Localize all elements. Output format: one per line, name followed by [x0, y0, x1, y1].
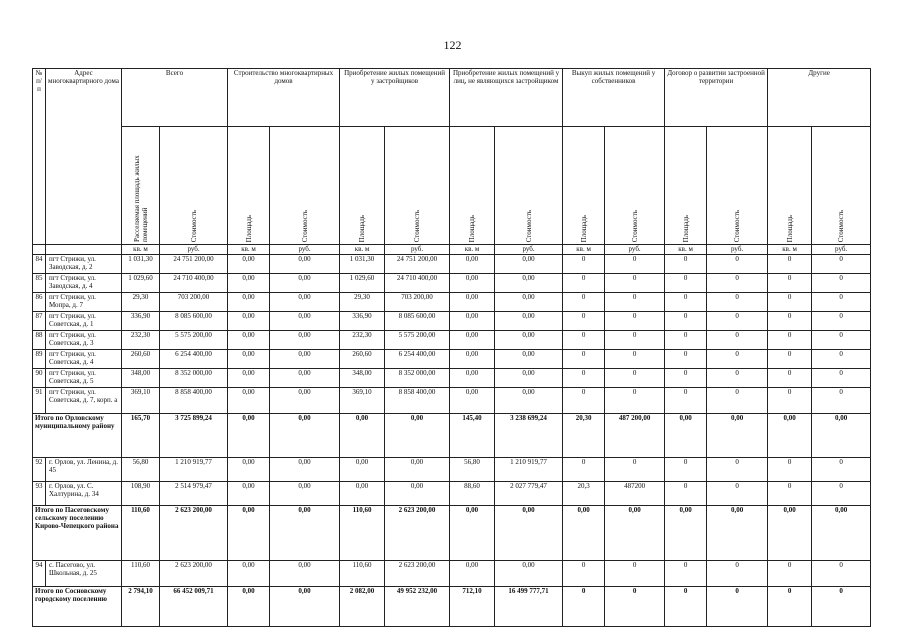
cell-cost: 0	[707, 388, 768, 414]
cell-cost: 0	[707, 561, 768, 587]
cell-area: 0	[665, 587, 707, 627]
table-row	[33, 331, 871, 350]
subheader-area: Площадь	[340, 127, 385, 245]
cell-cost: 2 623 200,00	[385, 561, 450, 587]
unit-rub: руб.	[495, 245, 563, 255]
cell-area: 0	[665, 312, 707, 331]
cell-cost: 0,00	[270, 350, 340, 369]
cell-cost: 0	[812, 587, 871, 627]
subheader-area: Площадь	[450, 127, 495, 245]
cell-area: 0,00	[228, 312, 270, 331]
cell-cost: 0	[707, 587, 768, 627]
header-group: Приобретение жилых помещений у застройщиков	[340, 69, 450, 127]
cell-cost: 0	[812, 350, 871, 369]
cell-cost: 0,00	[270, 506, 340, 561]
cell-area: 0	[665, 369, 707, 388]
unit-area: кв. м	[228, 245, 270, 255]
cell-area: 0	[665, 561, 707, 587]
row-address: пгт Стрижи, ул. Мопра, д. 7	[46, 293, 122, 312]
row-address: г. Орлов, ул. Ленина, д. 45	[46, 458, 122, 482]
cell-area: 369,10	[340, 388, 385, 414]
cell-area: 0	[665, 482, 707, 506]
cell-area: 232,30	[340, 331, 385, 350]
subheader-cost: Стоимость	[270, 127, 340, 245]
cell-area: 0,00	[665, 414, 707, 458]
total-title: Итого по Орловскому муниципальному району	[33, 414, 122, 458]
cell-area: 1 031,30	[340, 255, 385, 274]
unit-rub: руб.	[707, 245, 768, 255]
cell-area: 0	[563, 388, 605, 414]
cell-cost: 24 751 200,00	[385, 255, 450, 274]
header-group: Выкуп жилых помещений у собственников	[563, 69, 665, 127]
cell-area: 0	[768, 561, 812, 587]
cell-area: 336,90	[122, 312, 160, 331]
cell-area: 0,00	[450, 369, 495, 388]
cell-area: 0	[768, 331, 812, 350]
table-row	[33, 388, 871, 414]
cell-area: 0	[665, 350, 707, 369]
cell-cost: 1 210 919,77	[160, 458, 228, 482]
cell-cost: 3 725 899,24	[160, 414, 228, 458]
row-address: пгт Стрижи, ул. Советская, д. 4	[46, 350, 122, 369]
cell-area: 1 029,60	[340, 274, 385, 293]
cell-area: 260,60	[122, 350, 160, 369]
cell-area: 0	[768, 587, 812, 627]
subheader-area: Расселяемая площадь жилых помещений	[122, 127, 160, 245]
cell-cost: 2 623 200,00	[160, 561, 228, 587]
cell-area: 1 031,30	[122, 255, 160, 274]
cell-cost: 0	[812, 482, 871, 506]
total-title: Итого по Сосновскому городскому поселению	[33, 587, 122, 627]
subheader-area: Площадь	[563, 127, 605, 245]
subheader-cost: Стоимость	[385, 127, 450, 245]
cell-area: 0	[563, 561, 605, 587]
cell-cost: 1 210 919,77	[495, 458, 563, 482]
cell-cost: 703 200,00	[385, 293, 450, 312]
cell-cost: 0,00	[270, 293, 340, 312]
cell-area: 110,60	[340, 506, 385, 561]
cell-cost: 0,00	[270, 331, 340, 350]
total-row	[33, 414, 871, 458]
cell-area: 0,00	[340, 482, 385, 506]
cell-area: 0,00	[228, 482, 270, 506]
table-row	[33, 561, 871, 587]
cell-area: 0	[563, 293, 605, 312]
cell-cost: 2 027 779,47	[495, 482, 563, 506]
cell-area: 88,60	[450, 482, 495, 506]
cell-area: 336,90	[340, 312, 385, 331]
row-number: 90	[33, 369, 46, 388]
header-address: Адрес многоквартирного дома	[46, 69, 122, 245]
cell-area: 0,00	[450, 506, 495, 561]
cell-cost: 0,00	[495, 350, 563, 369]
cell-area: 0	[563, 255, 605, 274]
cell-area: 0	[665, 274, 707, 293]
cell-area: 29,30	[340, 293, 385, 312]
cell-area: 0,00	[563, 506, 605, 561]
subheader-cost: Стоимость	[812, 127, 871, 245]
cell-area: 0,00	[450, 350, 495, 369]
row-address: с. Пасегово, ул. Школьная, д. 25	[46, 561, 122, 587]
cell-cost: 0	[605, 312, 665, 331]
cell-cost: 8 352 000,00	[385, 369, 450, 388]
cell-cost: 2 623 200,00	[160, 506, 228, 561]
cell-cost: 0	[605, 331, 665, 350]
row-number: 84	[33, 255, 46, 274]
row-number: 86	[33, 293, 46, 312]
cell-area: 165,70	[122, 414, 160, 458]
cell-area: 0,00	[228, 458, 270, 482]
cell-cost: 24 710 400,00	[385, 274, 450, 293]
table-body	[33, 255, 871, 627]
cell-cost: 5 575 200,00	[160, 331, 228, 350]
table-row	[33, 482, 871, 506]
cell-cost: 0,00	[707, 506, 768, 561]
cell-cost: 0,00	[270, 414, 340, 458]
cell-area: 0,00	[768, 414, 812, 458]
cell-area: 0	[768, 312, 812, 331]
cell-cost: 0	[605, 293, 665, 312]
cell-area: 0,00	[228, 369, 270, 388]
cell-area: 0	[665, 458, 707, 482]
cell-area: 0	[563, 312, 605, 331]
row-number: 87	[33, 312, 46, 331]
cell-area: 0,00	[340, 414, 385, 458]
cell-cost: 8 858 400,00	[385, 388, 450, 414]
row-number: 92	[33, 458, 46, 482]
cell-area: 110,60	[122, 561, 160, 587]
cell-cost: 0	[707, 369, 768, 388]
cell-area: 0	[563, 587, 605, 627]
cell-area: 0	[563, 350, 605, 369]
cell-area: 0,00	[228, 414, 270, 458]
cell-cost: 0	[812, 293, 871, 312]
table-row	[33, 458, 871, 482]
cell-cost: 0,00	[812, 414, 871, 458]
cell-cost: 0	[605, 255, 665, 274]
cell-cost: 0	[605, 458, 665, 482]
row-number: 89	[33, 350, 46, 369]
cell-area: 2 794,10	[122, 587, 160, 627]
unit-rub: руб.	[812, 245, 871, 255]
page-number: 122	[443, 38, 462, 52]
cell-cost: 0,00	[385, 482, 450, 506]
unit-area: кв. м	[340, 245, 385, 255]
unit-area: кв. м	[450, 245, 495, 255]
table-row	[33, 255, 871, 274]
cell-area: 0,00	[665, 506, 707, 561]
cell-area: 0,00	[768, 506, 812, 561]
cell-area: 0,00	[228, 587, 270, 627]
cell-cost: 0,00	[495, 369, 563, 388]
table-row	[33, 293, 871, 312]
cell-cost: 0	[605, 587, 665, 627]
cell-cost: 0	[812, 458, 871, 482]
cell-area: 0,00	[228, 331, 270, 350]
cell-area: 0,00	[450, 388, 495, 414]
cell-area: 348,00	[122, 369, 160, 388]
cell-cost: 8 858 400,00	[160, 388, 228, 414]
cell-cost: 0	[812, 388, 871, 414]
header-group: Договор о развитии застроенной территории	[665, 69, 768, 127]
cell-area: 0	[768, 350, 812, 369]
cell-area: 0	[768, 255, 812, 274]
cell-cost: 0	[707, 255, 768, 274]
cell-cost: 49 952 232,00	[385, 587, 450, 627]
header-group: Приобретение жилых помещений у лиц, не являющихся застройщиком	[450, 69, 563, 127]
cell-cost: 0	[812, 255, 871, 274]
subheader-cost: Стоимость	[160, 127, 228, 245]
table-row	[33, 312, 871, 331]
cell-cost: 0,00	[270, 274, 340, 293]
cell-cost: 24 710 400,00	[160, 274, 228, 293]
cell-cost: 8 352 000,00	[160, 369, 228, 388]
cell-cost: 5 575 200,00	[385, 331, 450, 350]
cell-cost: 0	[707, 458, 768, 482]
cell-area: 0	[768, 369, 812, 388]
table-row	[33, 350, 871, 369]
row-number: 85	[33, 274, 46, 293]
cell-cost: 0,00	[707, 414, 768, 458]
cell-area: 0	[665, 388, 707, 414]
cell-cost: 0,00	[270, 369, 340, 388]
row-address: г. Орлов, ул. С. Халтурина, д. 34	[46, 482, 122, 506]
cell-area: 0	[563, 274, 605, 293]
cell-area: 0,00	[228, 350, 270, 369]
cell-area: 0,00	[340, 458, 385, 482]
row-number: 94	[33, 561, 46, 587]
cell-area: 0,00	[228, 255, 270, 274]
cell-cost: 0,00	[385, 414, 450, 458]
cell-cost: 8 085 600,00	[160, 312, 228, 331]
cell-area: 0	[563, 458, 605, 482]
cell-cost: 0,00	[605, 506, 665, 561]
row-address: пгт Стрижи, ул. Советская, д. 5	[46, 369, 122, 388]
cell-area: 712,10	[450, 587, 495, 627]
cell-cost: 703 200,00	[160, 293, 228, 312]
header-group: Всего	[122, 69, 228, 127]
cell-area: 110,60	[122, 506, 160, 561]
cell-area: 0,00	[450, 255, 495, 274]
header-group: Строительство многоквартирных домов	[228, 69, 340, 127]
header-num: № п/п	[33, 69, 46, 245]
cell-area: 0	[665, 293, 707, 312]
cell-area: 0	[563, 369, 605, 388]
cell-area: 0,00	[228, 388, 270, 414]
cell-cost: 0	[707, 293, 768, 312]
cell-area: 348,00	[340, 369, 385, 388]
cell-area: 145,40	[450, 414, 495, 458]
total-row	[33, 506, 871, 561]
cell-cost: 0,00	[495, 255, 563, 274]
subheader-cost: Стоимость	[495, 127, 563, 245]
total-row	[33, 587, 871, 627]
cell-area: 0,00	[228, 274, 270, 293]
cell-area: 0,00	[228, 561, 270, 587]
cell-cost: 0	[707, 482, 768, 506]
unit-rub: руб.	[385, 245, 450, 255]
cell-cost: 0	[605, 388, 665, 414]
cell-area: 0,00	[450, 561, 495, 587]
cell-cost: 3 238 699,24	[495, 414, 563, 458]
cell-area: 0,00	[228, 293, 270, 312]
total-title: Итого по Пасеговскому сельскому поселению Кирово-Чепецкого района	[33, 506, 122, 561]
cell-area: 232,30	[122, 331, 160, 350]
row-number: 91	[33, 388, 46, 414]
cell-area: 0,00	[450, 293, 495, 312]
cell-cost: 0	[707, 312, 768, 331]
cell-area: 260,60	[340, 350, 385, 369]
cell-cost: 0	[812, 331, 871, 350]
cell-cost: 0,00	[495, 312, 563, 331]
row-address: пгт Стрижи, ул. Заводская, д. 2	[46, 255, 122, 274]
cell-cost: 0	[605, 350, 665, 369]
cell-cost: 0	[812, 561, 871, 587]
cell-area: 110,60	[340, 561, 385, 587]
housing-table	[32, 68, 871, 627]
cell-cost: 0	[707, 274, 768, 293]
cell-area: 29,30	[122, 293, 160, 312]
cell-area: 0	[768, 274, 812, 293]
cell-cost: 487200	[605, 482, 665, 506]
cell-area: 0	[768, 388, 812, 414]
cell-cost: 0,00	[270, 458, 340, 482]
cell-cost: 6 254 400,00	[385, 350, 450, 369]
cell-area: 369,10	[122, 388, 160, 414]
cell-area: 0	[768, 293, 812, 312]
row-address: пгт Стрижи, ул. Заводская, д. 4	[46, 274, 122, 293]
cell-area: 0	[768, 458, 812, 482]
unit-area: кв. м	[768, 245, 812, 255]
cell-cost: 0,00	[270, 255, 340, 274]
subheader-cost: Стоимость	[707, 127, 768, 245]
subheader-area: Площадь	[228, 127, 270, 245]
cell-area: 0	[665, 255, 707, 274]
cell-area: 0	[563, 331, 605, 350]
cell-cost: 0,00	[495, 293, 563, 312]
cell-cost: 0,00	[270, 388, 340, 414]
unit-area: кв. м	[563, 245, 605, 255]
cell-area: 56,80	[122, 458, 160, 482]
subheader-cost: Стоимость	[605, 127, 665, 245]
cell-cost: 2 514 979,47	[160, 482, 228, 506]
cell-cost: 0,00	[812, 506, 871, 561]
cell-area: 2 082,00	[340, 587, 385, 627]
cell-cost: 487 200,00	[605, 414, 665, 458]
cell-cost: 16 499 777,71	[495, 587, 563, 627]
cell-cost: 0,00	[270, 482, 340, 506]
row-number: 88	[33, 331, 46, 350]
unit-rub: руб.	[160, 245, 228, 255]
cell-cost: 0	[812, 274, 871, 293]
cell-cost: 0,00	[270, 561, 340, 587]
cell-cost: 0,00	[385, 458, 450, 482]
cell-cost: 6 254 400,00	[160, 350, 228, 369]
cell-cost: 0,00	[270, 587, 340, 627]
row-address: пгт Стрижи, ул. Советская, д. 7, корп. a	[46, 388, 122, 414]
cell-area: 0	[665, 331, 707, 350]
cell-area: 0,00	[450, 312, 495, 331]
cell-area: 56,80	[450, 458, 495, 482]
cell-cost: 66 452 009,71	[160, 587, 228, 627]
unit-rub: руб.	[605, 245, 665, 255]
cell-area: 0,00	[450, 331, 495, 350]
cell-cost: 0	[605, 274, 665, 293]
cell-cost: 0	[605, 561, 665, 587]
cell-cost: 0,00	[495, 331, 563, 350]
row-number: 93	[33, 482, 46, 506]
cell-cost: 0	[605, 369, 665, 388]
cell-area: 20,30	[563, 414, 605, 458]
unit-rub: руб.	[270, 245, 340, 255]
cell-cost: 0	[812, 369, 871, 388]
cell-cost: 0,00	[495, 506, 563, 561]
row-address: пгт Стрижи, ул. Советская, д. 3	[46, 331, 122, 350]
cell-area: 0,00	[450, 274, 495, 293]
cell-area: 0	[768, 482, 812, 506]
cell-area: 20,3	[563, 482, 605, 506]
cell-area: 108,90	[122, 482, 160, 506]
unit-area: кв. м	[122, 245, 160, 255]
unit-area: кв. м	[665, 245, 707, 255]
table-row	[33, 274, 871, 293]
cell-cost: 8 085 600,00	[385, 312, 450, 331]
cell-cost: 2 623 200,00	[385, 506, 450, 561]
cell-cost: 0,00	[495, 388, 563, 414]
cell-cost: 0,00	[495, 561, 563, 587]
cell-cost: 0	[707, 331, 768, 350]
cell-cost: 24 751 200,00	[160, 255, 228, 274]
cell-area: 0,00	[228, 506, 270, 561]
cell-cost: 0	[812, 312, 871, 331]
subheader-area: Площадь	[768, 127, 812, 245]
cell-cost: 0	[707, 350, 768, 369]
cell-area: 1 029,60	[122, 274, 160, 293]
subheader-area: Площадь	[665, 127, 707, 245]
cell-cost: 0,00	[270, 312, 340, 331]
cell-cost: 0,00	[495, 274, 563, 293]
header-group: Другие	[768, 69, 871, 127]
row-address: пгт Стрижи, ул. Советская, д. 1	[46, 312, 122, 331]
table-row	[33, 369, 871, 388]
